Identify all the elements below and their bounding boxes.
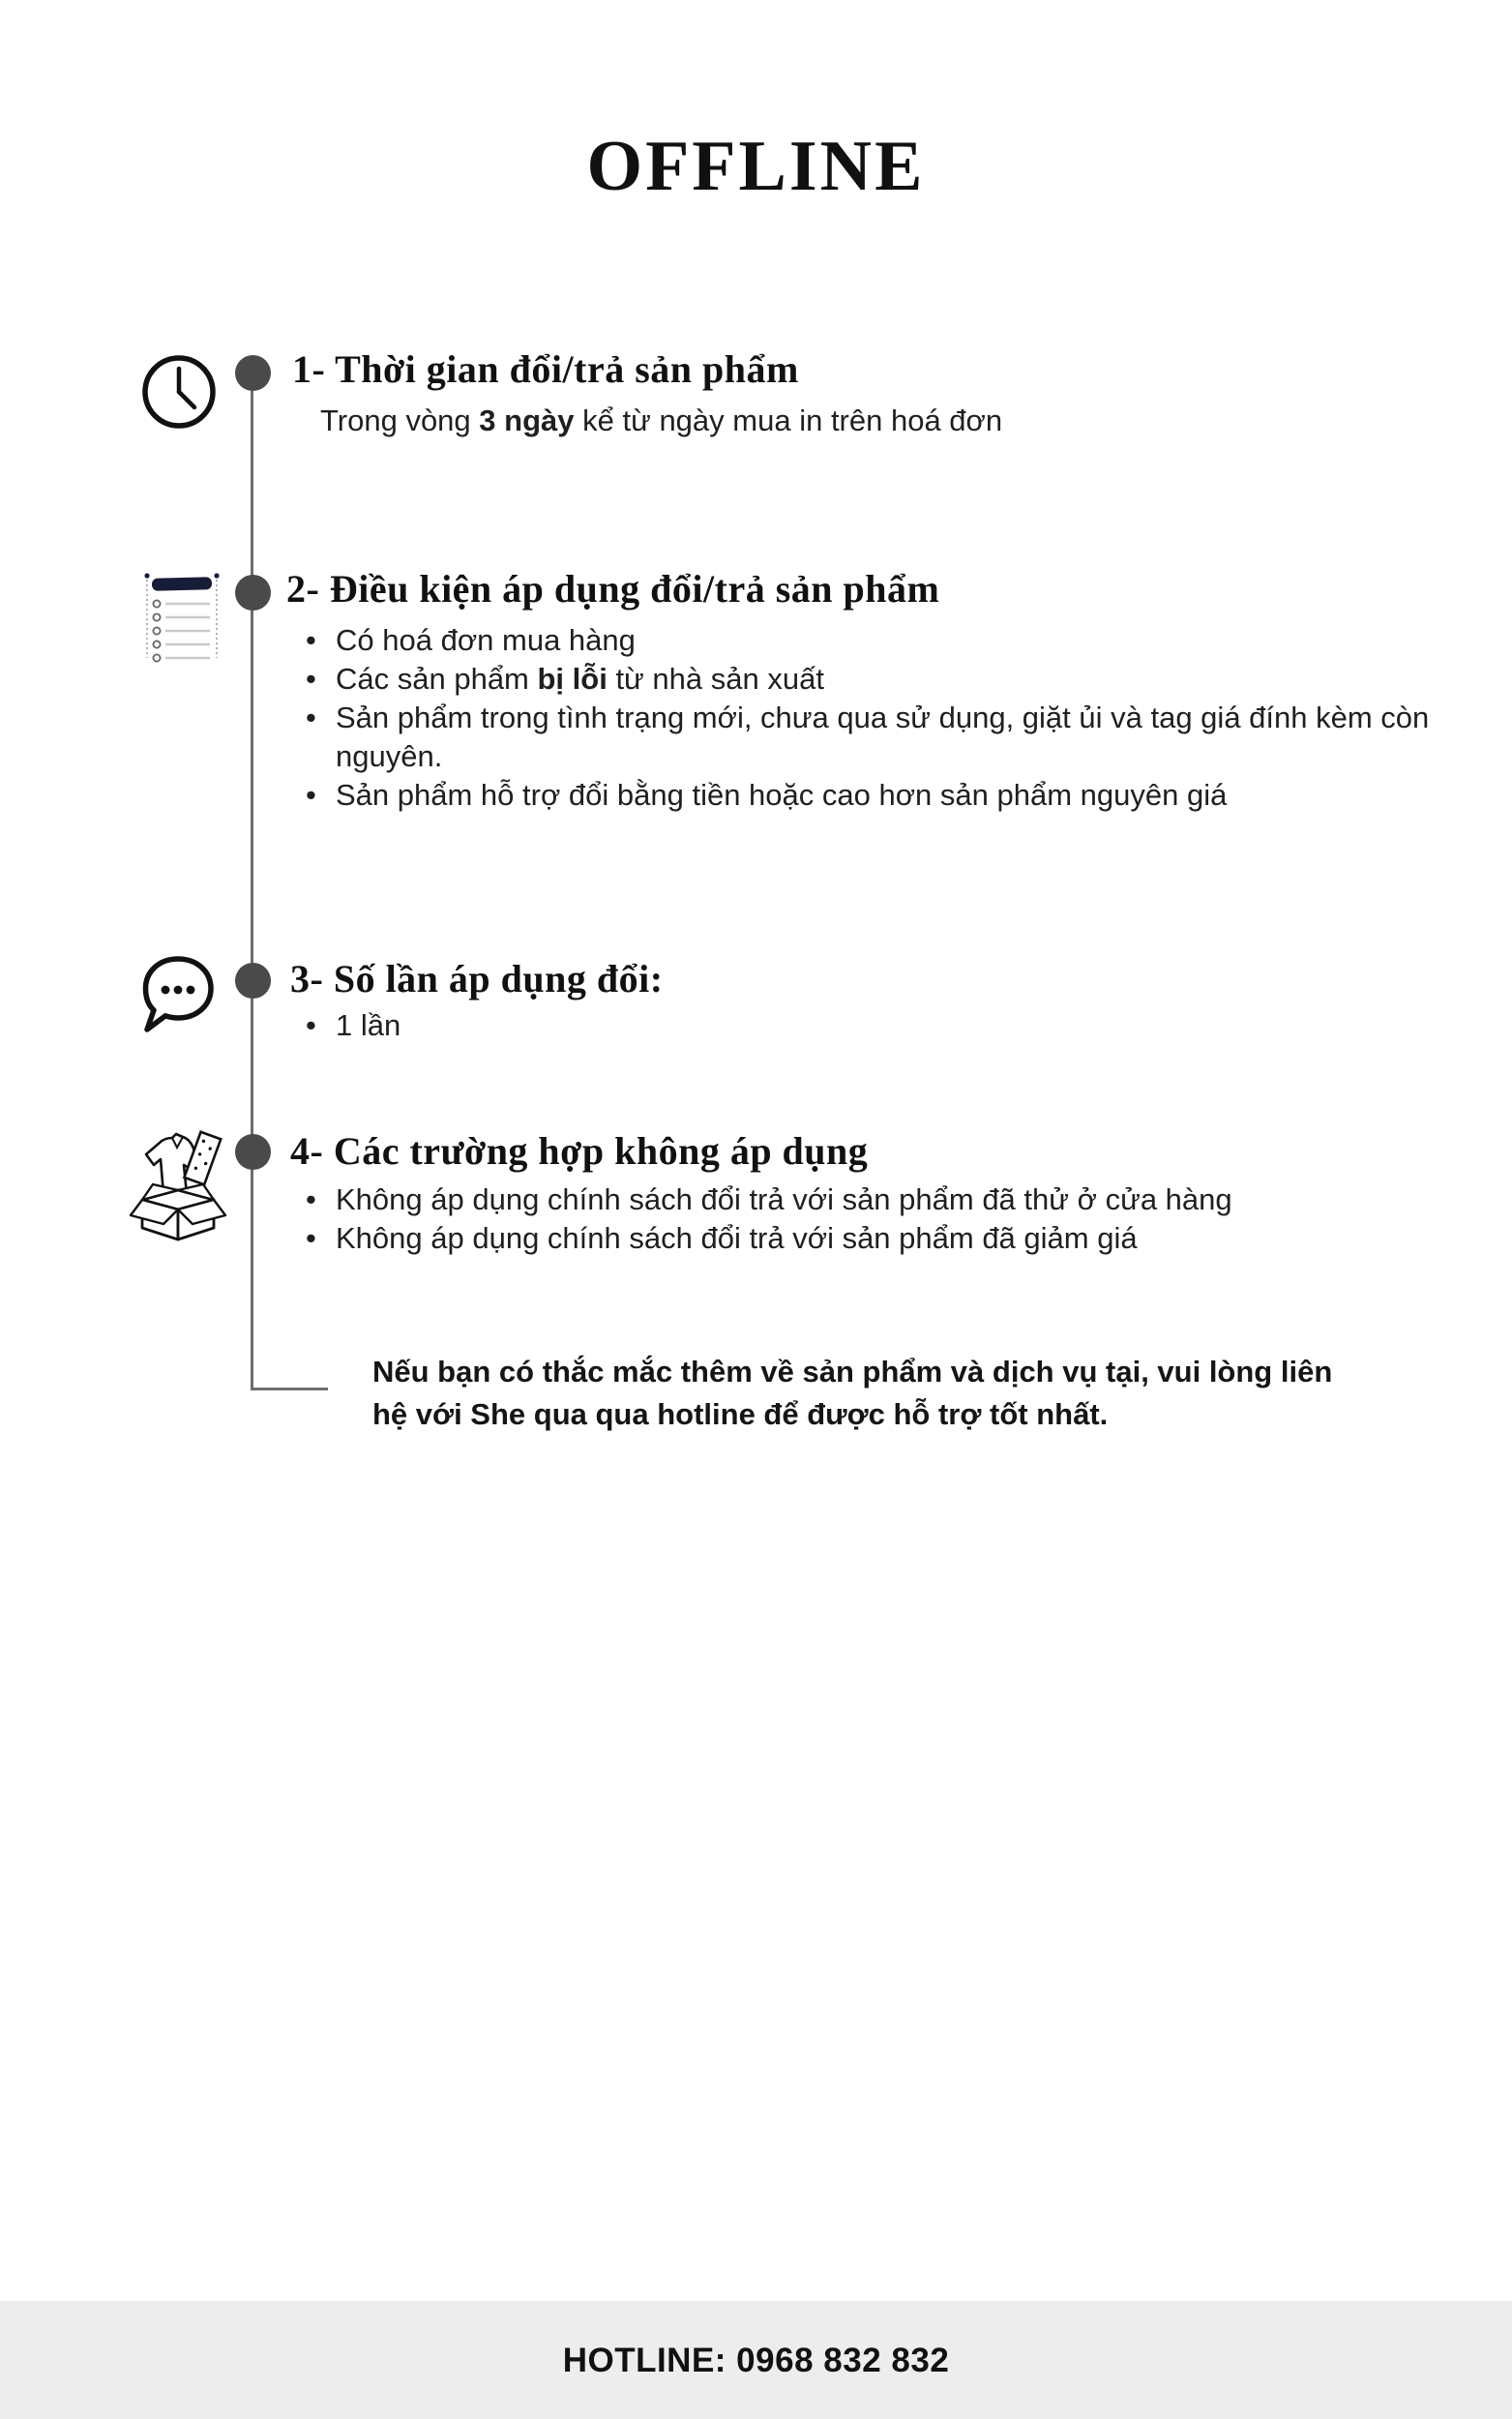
contact-note-line2: hệ với She qua qua hotline để được hỗ trợ tốt nhất. <box>372 1397 1109 1431</box>
speech-bubble-icon <box>138 954 218 1044</box>
timeline-line <box>251 373 253 1389</box>
list-item <box>292 776 1434 815</box>
timeline-dot-3 <box>235 963 271 999</box>
section-4-bullets <box>292 1180 1434 1258</box>
list-item <box>292 1219 1434 1258</box>
bullet-text: Các sản phẩm <box>336 662 538 696</box>
list-item <box>292 699 1434 776</box>
section-2-heading: 2- Điều kiện áp dụng đổi/trả sản phẩm <box>286 567 940 611</box>
bullet-text: Có hoá đơn mua hàng <box>336 623 636 657</box>
bullet-text: Không áp dụng chính sách đổi trả với sản phẩm đã thử ở cửa hàng <box>336 1182 1232 1216</box>
contact-note-line1: Nếu bạn có thắc mắc thêm về sản phẩm và dịch vụ tại, vui lòng liên <box>372 1355 1333 1389</box>
section-4-heading: 4- Các trường hợp không áp dụng <box>290 1129 869 1173</box>
open-box-icon <box>128 1126 228 1247</box>
list-item <box>292 621 1434 660</box>
bullet-text: Sản phẩm trong tình trạng mới, chưa qua sử dụng, giặt ủi và tag giá đính kèm còn nguyên. <box>336 701 1430 773</box>
bullet-text: Sản phẩm hỗ trợ đổi bằng tiền hoặc cao hơn sản phẩm nguyên giá <box>336 778 1228 812</box>
section-1-body-pre: Trong vòng <box>320 403 480 437</box>
list-item <box>292 1006 873 1045</box>
section-1-body-post: kể từ ngày mua in trên hoá đơn <box>574 403 1003 437</box>
timeline-dot-2 <box>235 575 271 611</box>
bullet-text: từ nhà sản xuất <box>607 662 824 696</box>
hotline-text: HOTLINE: 0968 832 832 <box>562 2342 950 2379</box>
timeline-dot-1 <box>235 355 271 391</box>
section-1-body-bold: 3 ngày <box>479 403 575 437</box>
timeline-elbow <box>251 1388 328 1390</box>
footer-bar <box>0 2301 1512 2419</box>
bullet-text-bold: bị lỗi <box>537 662 608 696</box>
contact-note <box>372 1351 1332 1436</box>
list-item <box>292 660 1434 699</box>
section-1-heading: 1- Thời gian đổi/trả sản phẩm <box>292 347 799 391</box>
bullet-text: Không áp dụng chính sách đổi trả với sản phẩm đã giảm giá <box>336 1221 1138 1255</box>
section-2-bullets <box>292 621 1434 815</box>
page-title: OFFLINE <box>586 127 926 206</box>
section-3-bullets <box>292 1006 873 1045</box>
section-1-body <box>320 402 1002 440</box>
clock-icon <box>141 354 217 434</box>
timeline-dot-4 <box>235 1134 271 1170</box>
list-item <box>292 1180 1434 1219</box>
checklist-icon <box>142 571 222 671</box>
bullet-text: 1 lần <box>336 1008 401 1042</box>
section-3-heading: 3- Số lần áp dụng đổi: <box>290 957 664 1000</box>
